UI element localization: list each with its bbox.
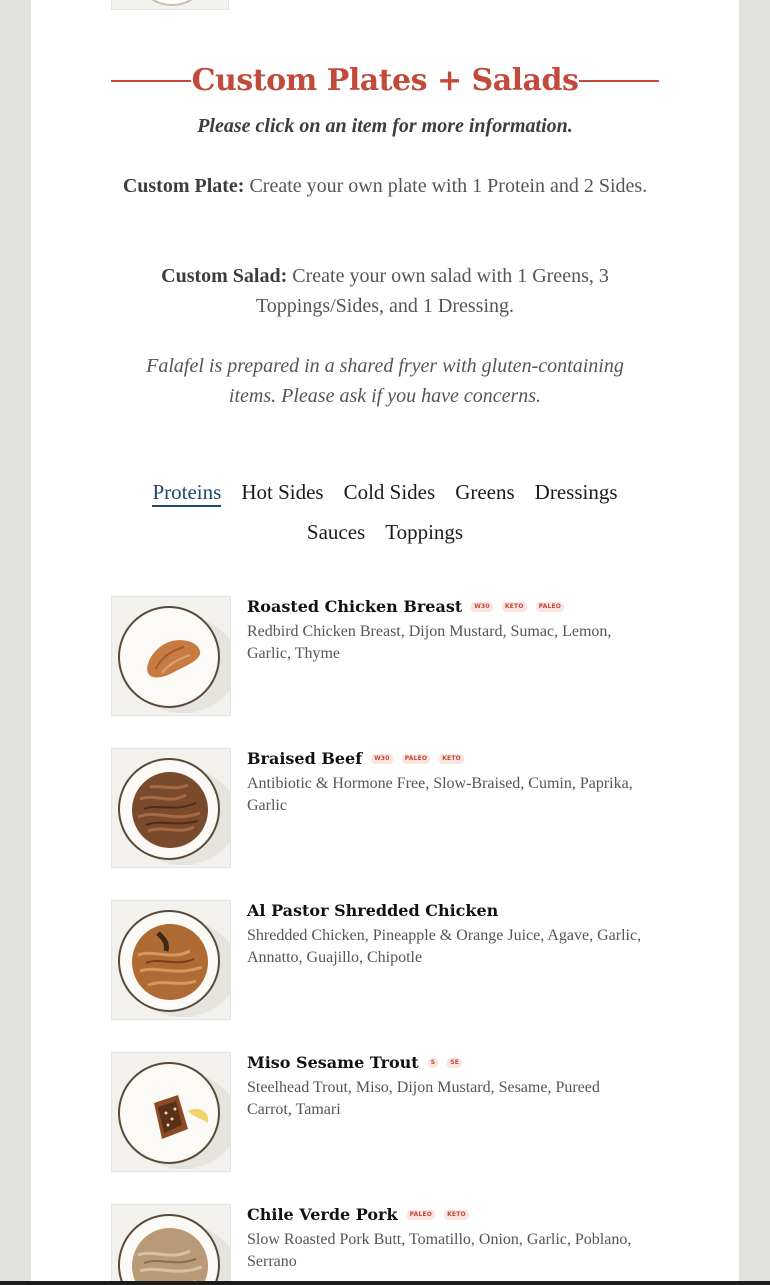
previous-item-thumbnail[interactable]: [111, 0, 229, 10]
section-title: Custom Plates + Salads: [191, 63, 579, 98]
item-name: Al Pastor Shredded Chicken: [247, 901, 499, 920]
item-image: [111, 1052, 231, 1172]
allergen-note: Falafel is prepared in a shared fryer with gluten-containing items. Please ask if you have concerns.: [146, 355, 624, 407]
title-rule-right: [579, 80, 659, 82]
item-description: Slow Roasted Pork Butt, Tomatillo, Onion, Garlic, Poblano, Serrano: [247, 1231, 632, 1270]
menu-item-miso-sesame-trout[interactable]: [111, 1052, 659, 1172]
menu-item-roasted-chicken-breast[interactable]: [111, 596, 659, 716]
section-header: [111, 58, 659, 104]
custom-salad-label: Custom Salad:: [161, 265, 288, 287]
title-rule-left: [111, 80, 191, 82]
diet-badge: KETO: [439, 754, 464, 764]
item-name-row: [247, 900, 498, 922]
item-name: Braised Beef: [247, 749, 363, 768]
al-pastor-image: [128, 921, 212, 1003]
item-image: [111, 596, 231, 716]
plate-image: [134, 0, 210, 6]
trout-image: [148, 1089, 214, 1143]
tab-toppings[interactable]: Toppings: [385, 520, 464, 544]
custom-plate-description: [121, 171, 649, 201]
menu-item-chile-verde-pork[interactable]: [111, 1204, 659, 1281]
diet-badge: W30: [471, 602, 493, 612]
item-name: Miso Sesame Trout: [247, 1053, 419, 1072]
item-name-row: [247, 1052, 462, 1074]
diet-badge: PALEO: [402, 754, 431, 764]
item-description: Steelhead Trout, Miso, Dijon Mustard, Sesame, Pureed Carrot, Tamari: [247, 1079, 600, 1118]
custom-salad-text: Create your own salad with 1 Greens, 3 Toppings/Sides, and 1 Dressing.: [255, 265, 609, 317]
diet-badge: KETO: [502, 602, 527, 612]
diet-badge: KETO: [444, 1210, 469, 1220]
diet-badge: SE: [447, 1058, 462, 1068]
category-tabs-row-2: [101, 518, 669, 546]
pork-image: [128, 1225, 212, 1281]
item-image: [111, 900, 231, 1020]
item-description: Shredded Chicken, Pineapple & Orange Juice, Agave, Garlic, Annatto, Guajillo, Chipotle: [247, 927, 642, 966]
tab-cold-sides[interactable]: Cold Sides: [343, 480, 436, 504]
diet-badge: S: [428, 1058, 439, 1068]
menu-page: [31, 0, 739, 1281]
item-name-row: [247, 596, 564, 618]
tab-greens[interactable]: Greens: [455, 480, 515, 504]
section-subtitle: Please click on an item for more information.: [197, 115, 573, 137]
tab-dressings[interactable]: Dressings: [534, 480, 618, 504]
item-name-row: [247, 748, 464, 770]
window-bottom-edge: [0, 1281, 770, 1285]
tab-proteins[interactable]: Proteins: [152, 479, 221, 507]
diet-badge: PALEO: [407, 1210, 436, 1220]
category-tabs: [101, 478, 669, 507]
menu-item-al-pastor-shredded-chicken[interactable]: [111, 900, 659, 1020]
chicken-breast-image: [142, 635, 204, 683]
item-image: [111, 1204, 231, 1281]
item-name: Chile Verde Pork: [247, 1205, 398, 1224]
tab-hot-sides[interactable]: Hot Sides: [241, 480, 324, 504]
tab-sauces[interactable]: Sauces: [306, 520, 366, 544]
braised-beef-image: [128, 769, 212, 851]
diet-badge: W30: [371, 754, 393, 764]
custom-plate-label: Custom Plate:: [122, 175, 245, 197]
item-image: [111, 748, 231, 868]
custom-plate-text: Create your own plate with 1 Protein and 2 Sides.: [244, 175, 648, 197]
item-name: Roasted Chicken Breast: [247, 597, 463, 616]
menu-item-braised-beef[interactable]: [111, 748, 659, 868]
item-description: Redbird Chicken Breast, Dijon Mustard, Sumac, Lemon, Garlic, Thyme: [247, 623, 612, 662]
item-description: Antibiotic & Hormone Free, Slow-Braised, Cumin, Paprika, Garlic: [247, 775, 633, 814]
item-name-row: [247, 1204, 469, 1226]
diet-badge: PALEO: [536, 602, 565, 612]
custom-salad-description: [121, 261, 649, 321]
